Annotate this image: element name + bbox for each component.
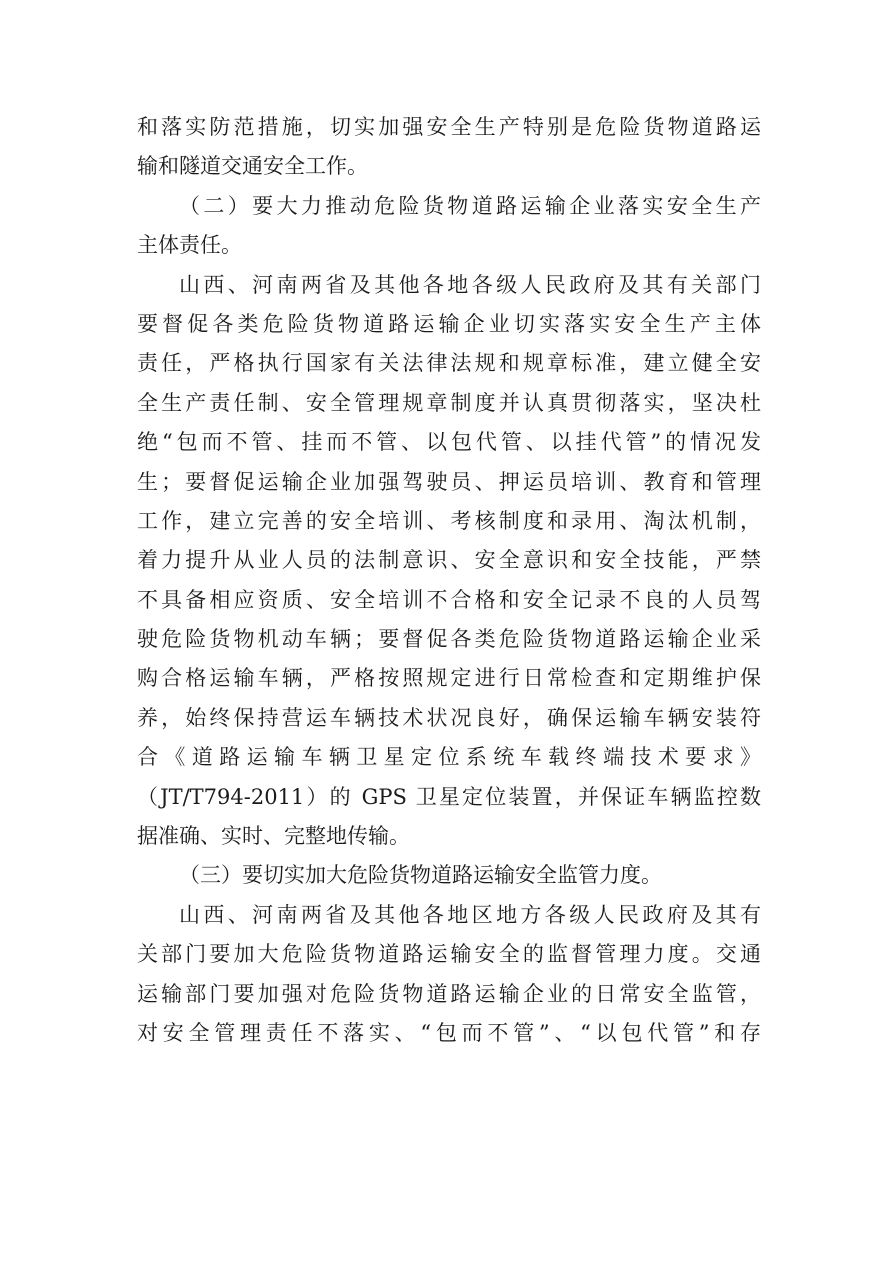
text-line: 合《道路运输车辆卫星定位系统车载终端技术要求》 — [137, 745, 761, 770]
text-line: 绝“包而不管、挂而不管、以包代管、以挂代管”的情况发 — [137, 430, 761, 455]
text-line: 养，始终保持营运车辆技术状况良好，确保运输车辆安装符 — [137, 705, 761, 730]
text-line: 驶危险货物机动车辆；要督促各类危险货物道路运输企业采 — [137, 627, 761, 652]
text-line: 不具备相应资质、安全培训不合格和安全记录不良的人员驾 — [137, 587, 761, 612]
document-body — [137, 108, 761, 1053]
text-line: 购合格运输车辆，严格按照规定进行日常检查和定期维护保 — [137, 666, 761, 691]
section-heading: （三）要切实加大危险货物道路运输安全监管力度。 — [179, 863, 662, 888]
text-line: （JT/T794-2011）的 GPS 卫星定位装置，并保证车辆监控数 — [137, 784, 761, 809]
text-line: 着力提升从业人员的法制意识、安全意识和安全技能，严禁 — [137, 548, 761, 573]
paragraph-start: 山西、河南两省及其他各地各级人民政府及其有关部门 — [179, 272, 761, 297]
text-line: 全生产责任制、安全管理规章制度并认真贯彻落实，坚决杜 — [137, 390, 761, 415]
text-line: 责任，严格执行国家有关法律法规和规章标准，建立健全安 — [137, 351, 761, 376]
text-line: 关部门要加大危险货物道路运输安全的监督管理力度。交通 — [137, 942, 761, 967]
text-line: 生；要督促运输企业加强驾驶员、押运员培训、教育和管理 — [137, 469, 761, 494]
paragraph-start: 山西、河南两省及其他各地区地方各级人民政府及其有 — [179, 902, 761, 927]
text-line: 主体责任。 — [137, 233, 242, 258]
text-line: 和落实防范措施，切实加强安全生产特别是危险货物道路运 — [137, 115, 761, 139]
text-line: 输和隧道交通安全工作。 — [137, 154, 368, 179]
text-line: 要督促各类危险货物道路运输企业切实落实安全生产主体 — [137, 311, 761, 336]
text-line: 据准确、实时、完整地传输。 — [137, 824, 410, 849]
text-line: 工作，建立完善的安全培训、考核制度和录用、淘汰机制， — [137, 508, 761, 533]
text-line: 对安全管理责任不落实、“包而不管”、“以包代管”和存 — [137, 1020, 761, 1045]
text-line: 运输部门要加强对危险货物道路运输企业的日常安全监管， — [137, 981, 761, 1006]
section-heading: （二）要大力推动危险货物道路运输企业落实安全生产 — [179, 193, 761, 218]
